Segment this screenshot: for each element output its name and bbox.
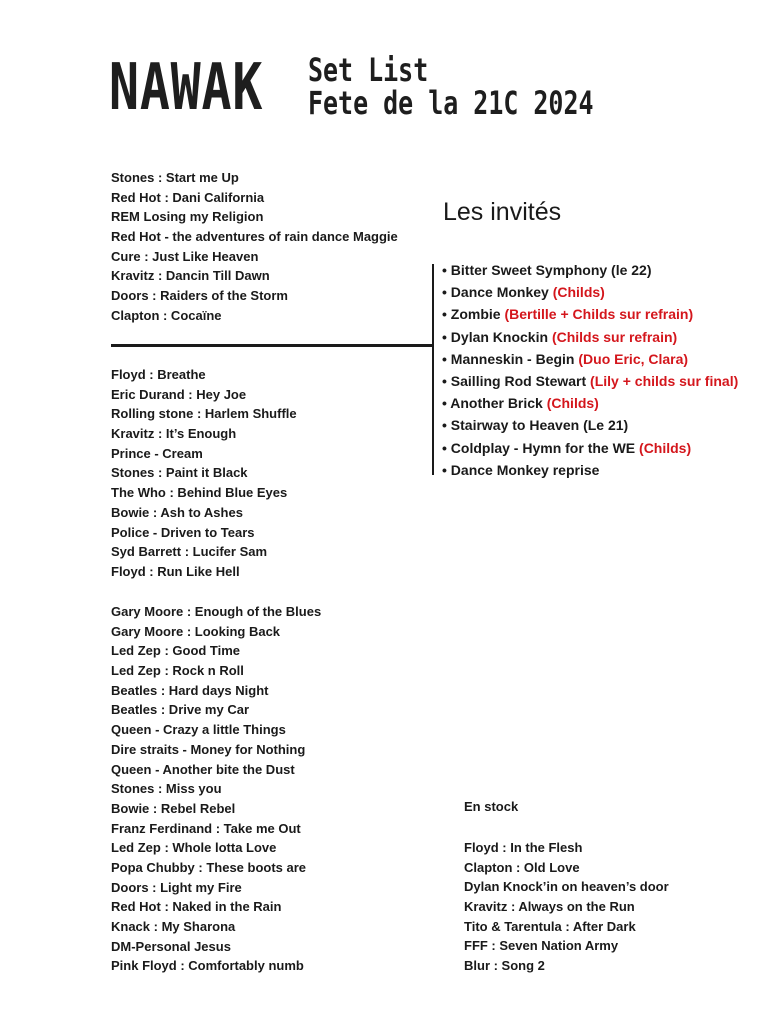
song-item: Knack : My Sharona [111,919,236,934]
song-item: Floyd : In the Flesh [464,840,583,855]
guest-note: (Childs) [546,395,599,412]
song-item: Kravitz : Always on the Run [464,899,635,915]
song-item: Beatles : Drive my Car [111,702,250,718]
guest-item [442,414,738,436]
song-item: Cure : Just Like Heaven [111,248,259,264]
guest-note: (Childs) [639,439,692,456]
guest-song: • Dance Monkey [442,284,549,301]
guest-song: • Stairway to Heaven (Le 21) [442,417,629,434]
guest-note: (Childs sur refrain) [551,328,678,345]
song-item: Clapton : Cocaïne [111,307,222,323]
song-item: Queen - Crazy a little Things [111,722,286,738]
song-item: Pink Floyd : Comfortably numb [111,958,304,974]
song-item: Popa Chubby : These boots are [111,859,307,875]
song-item: Syd Barrett : Lucifer Sam [111,544,268,560]
song-item: Prince - Cream [111,445,203,461]
song-item: Stones : Miss you [111,781,222,797]
stock-list [464,838,669,976]
song-item: Police - Driven to Tears [111,524,255,540]
guest-item [442,348,738,370]
guest-song: • Manneskin - Begin [442,350,575,367]
song-item: Bowie : Rebel Rebel [111,800,236,816]
song-item: Led Zep : Good Time [111,643,241,659]
song-item: Red Hot : Dani California [111,189,265,205]
guest-note: (Childs) [552,284,605,301]
song-item: Rolling stone : Harlem Shuffle [111,406,297,422]
song-item: Kravitz : Dancin Till Dawn [111,268,270,284]
song-item: Red Hot : Naked in the Rain [111,899,282,915]
song-item: Clapton : Old Love [464,859,580,875]
song-item: Doors : Raiders of the Storm [111,288,288,304]
song-item: Kravitz : It’s Enough [111,426,237,442]
song-item: Red Hot - the adventures of rain dance Maggie [111,229,398,245]
guest-note: (Duo Eric, Clara) [578,350,689,367]
song-item: Floyd : Breathe [111,367,206,382]
set-2-list [111,365,297,582]
song-item: Dylan Knock’in on heaven’s door [464,879,669,895]
subtitle-line-1: Set List [308,51,429,89]
guest-song: • Coldplay - Hymn for the WE [442,439,636,456]
guest-item [442,259,738,281]
guest-song: • Zombie [442,306,501,323]
song-item: Gary Moore : Looking Back [111,623,281,639]
guest-item [442,326,738,348]
guest-song: • Another Brick [442,395,543,412]
guests-divider [432,264,434,475]
song-item: Stones : Start me Up [111,170,239,185]
song-item: Blur : Song 2 [464,958,545,974]
song-item: DM-Personal Jesus [111,938,231,954]
guests-heading: Les invités [443,198,562,226]
song-item: Floyd : Run Like Hell [111,563,240,579]
song-item: Franz Ferdinand : Take me Out [111,820,301,836]
song-item: Dire straits - Money for Nothing [111,741,306,757]
guest-item [442,459,738,481]
guest-item [442,437,738,459]
song-item: Bowie : Ash to Ashes [111,504,243,520]
guests-list [442,259,738,481]
song-item: Queen - Another bite the Dust [111,761,295,777]
guest-song: • Dylan Knockin [442,328,549,345]
setlist-subtitle [308,51,594,122]
guest-note: (Bertille + Childs sur refrain) [504,306,694,323]
guest-item [442,303,738,325]
song-item: Gary Moore : Enough of the Blues [111,604,322,619]
song-item: REM Losing my Religion [111,209,264,225]
song-item: Led Zep : Whole lotta Love [111,840,277,856]
song-item: FFF : Seven Nation Army [464,938,619,954]
guest-song: • Bitter Sweet Symphony (le 22) [442,262,652,278]
song-item: Led Zep : Rock n Roll [111,663,244,679]
song-item: Stones : Paint it Black [111,465,248,481]
set-3-list [111,602,321,976]
set-1-list [111,168,398,326]
subtitle-line-2: Fete de la 21C 2024 [308,84,594,122]
song-item: The Who : Behind Blue Eyes [111,485,288,501]
song-item: Tito & Tarentula : After Dark [464,918,636,934]
guest-song: • Dance Monkey reprise [442,461,600,478]
song-item: Beatles : Hard days Night [111,682,269,698]
stock-heading: En stock [464,799,519,814]
band-logo: NAWAK [109,51,264,125]
song-item: Doors : Light my Fire [111,879,242,895]
guest-note: (Lily + childs sur final) [590,372,739,389]
guest-item [442,370,738,392]
guest-song: • Sailling Rod Stewart [442,372,587,389]
song-item: Eric Durand : Hey Joe [111,386,247,402]
guest-item [442,392,738,414]
guest-item [442,281,738,303]
set-divider [111,344,433,347]
